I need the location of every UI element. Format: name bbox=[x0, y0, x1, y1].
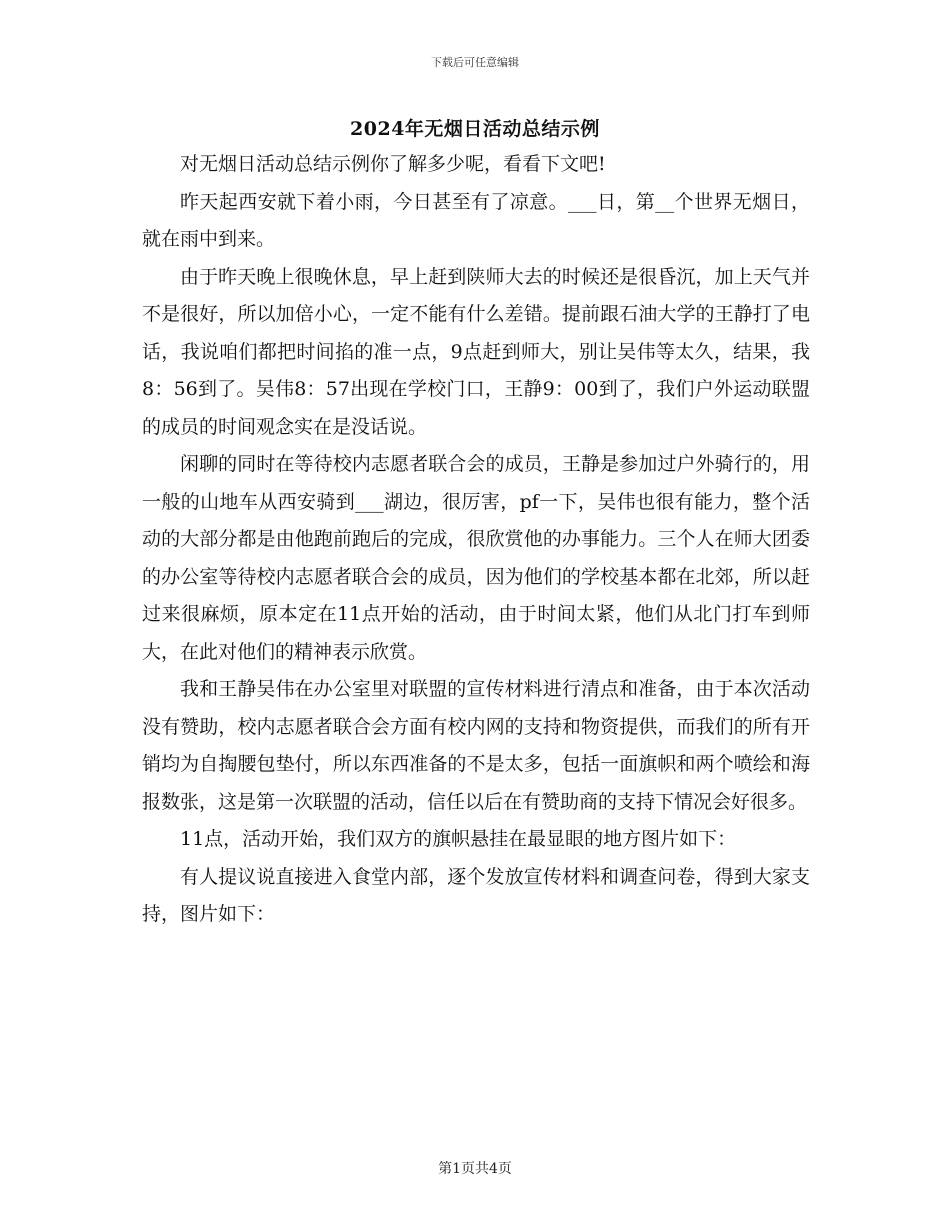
paragraph: 我和王静吴伟在办公室里对联盟的宣传材料进行清点和准备，由于本次活动没有赞助，校内志愿者联合会方面有校内网的支持和物资提供，而我们的所有开销均为自掏腰包垫付，所以东西准备的不是太多，包括一面旗帜和两个喷绘和海报数张，这是第一次联盟的活动，信任以后在有赞助商的支持下情况会好很多。 bbox=[142, 678, 810, 813]
paragraph: 昨天起西安就下着小雨，今日甚至有了凉意。___日，第__个世界无烟日，就在雨中到来。 bbox=[142, 190, 810, 250]
paragraph: 有人提议说直接进入食堂内部，逐个发放宣传材料和调查问卷，得到大家支持，图片如下： bbox=[142, 865, 810, 925]
page-footer: 第1页共4页 bbox=[438, 1161, 512, 1177]
document-body bbox=[142, 146, 810, 934]
paragraph: 对无烟日活动总结示例你了解多少呢，看看下文吧! bbox=[180, 153, 606, 175]
paragraph: 闲聊的同时在等待校内志愿者联合会的成员，王静是参加过户外骑行的，用一般的山地车从西安骑到___湖边，很厉害，pf一下，吴伟也很有能力，整个活动的大部分都是由他跑前跑后的完成，很欣赏他的办事能力。三个人在师大团委的办公室等待校内志愿者联合会的成员，因为他们的学校基本都在北郊，所以赶过来很麻烦，原本定在11点开始的活动，由于时间太紧，他们从北门打车到师大，在此对他们的精神表示欣赏。 bbox=[142, 453, 810, 663]
header-note: 下载后可任意编辑 bbox=[431, 56, 519, 69]
paragraph: 由于昨天晚上很晚休息，早上赶到陕师大去的时候还是很昏沉，加上天气并不是很好，所以加倍小心，一定不能有什么差错。提前跟石油大学的王静打了电话，我说咱们都把时间掐的准一点，9点赶到师大，别让吴伟等太久，结果，我8：56到了。吴伟8：57出现在学校门口，王静9：00到了，我们户外运动联盟的成员的时间观念实在是没话说。 bbox=[142, 265, 810, 438]
document-title: 2024年无烟日活动总结示例 bbox=[350, 118, 600, 140]
paragraph: 11点，活动开始，我们双方的旗帜悬挂在最显眼的地方图片如下： bbox=[180, 828, 737, 850]
